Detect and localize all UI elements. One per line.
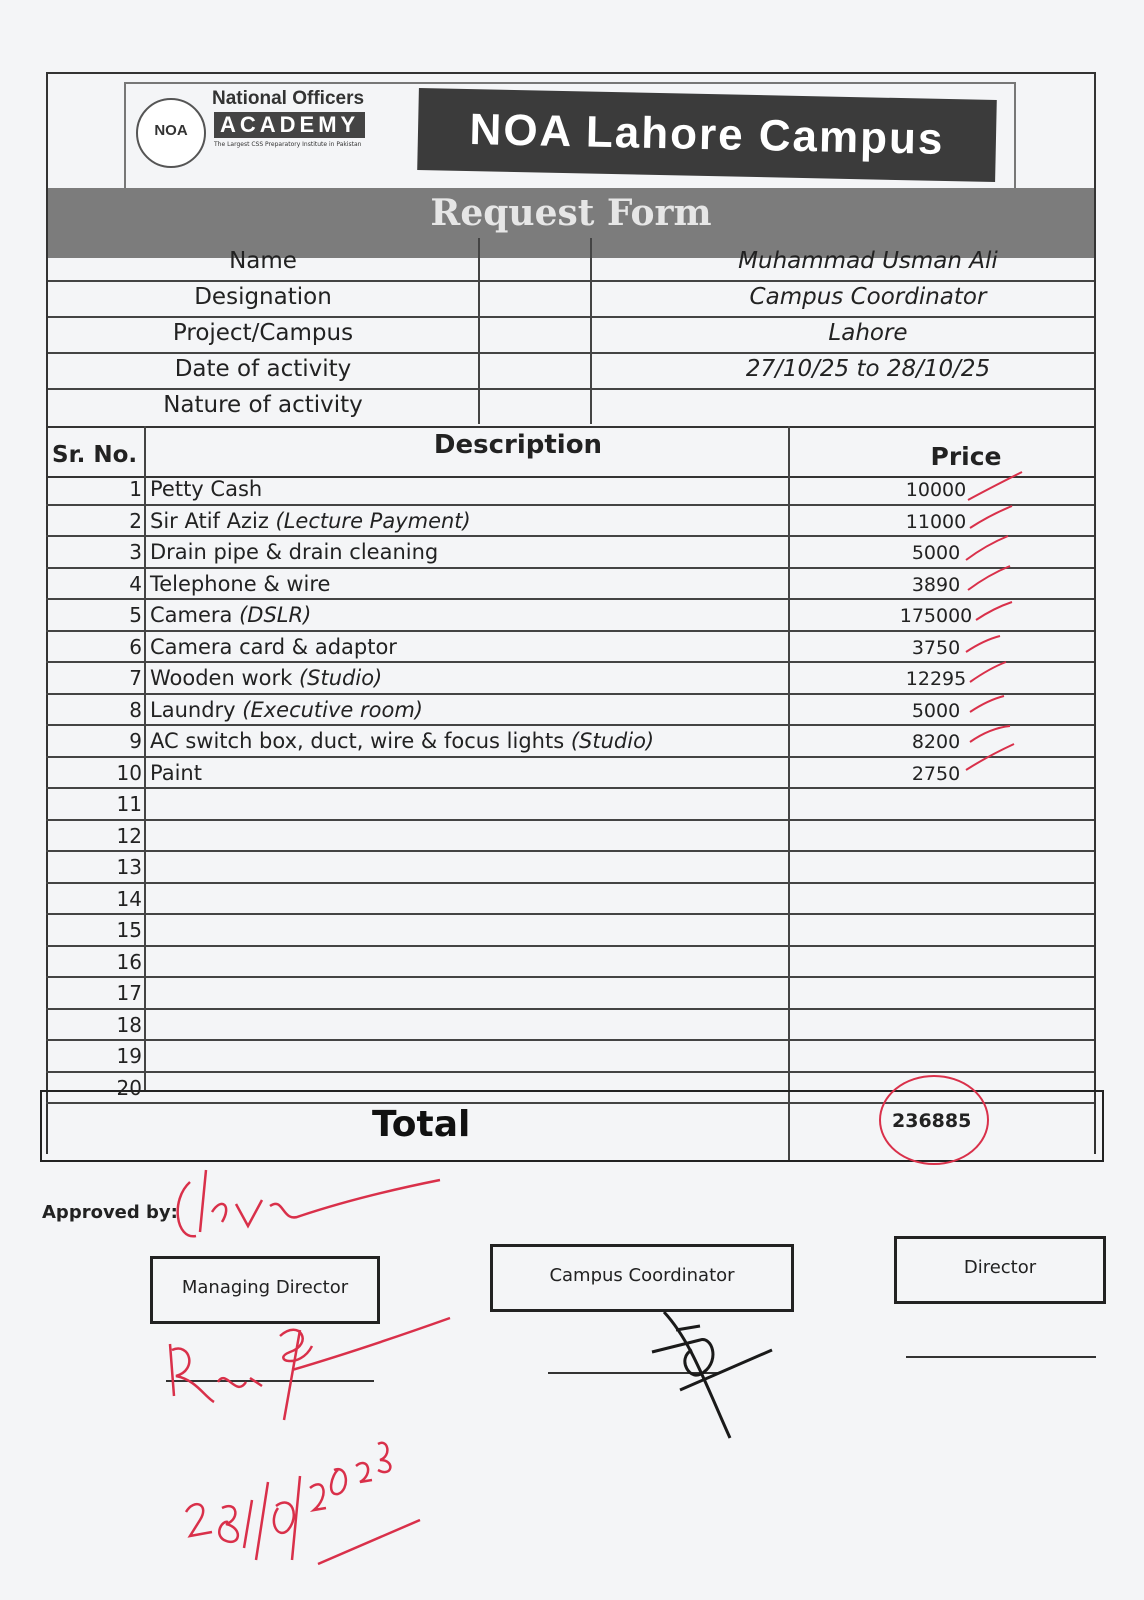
logo-seal-text: NOA: [154, 122, 188, 139]
row-description-note: (Lecture Payment): [275, 508, 471, 533]
row-sr-no: 20: [116, 1075, 142, 1100]
row-price: 5000: [911, 542, 961, 564]
row-sr-no: 8: [129, 697, 142, 722]
total-label: Total: [372, 1104, 471, 1145]
row-sr-no: 12: [116, 823, 142, 848]
row-description-text: Wooden work: [150, 666, 299, 690]
info-label: Nature of activity: [163, 392, 363, 418]
row-description-text: Laundry: [150, 697, 243, 722]
logo-academy-line: ACADEMY: [214, 112, 365, 138]
director-box: Director: [894, 1236, 1106, 1304]
row-sr-no: 17: [116, 981, 142, 1005]
logo-name-line: National Officers: [212, 88, 365, 109]
info-value: Muhammad Usman Ali: [738, 248, 998, 274]
info-label: Name: [229, 248, 297, 274]
row-price: 3750: [911, 636, 961, 659]
header-price: Price: [930, 442, 1002, 471]
row-sr-no: 5: [129, 603, 142, 627]
row-description-text: Sir Atif Aziz: [150, 508, 276, 533]
info-value: Lahore: [828, 320, 908, 346]
row-sr-no: 18: [116, 1012, 142, 1037]
row-sr-no: 13: [116, 855, 142, 879]
row-sr-no: 4: [129, 571, 142, 596]
row-price: 11000: [905, 510, 967, 533]
row-sr-no: 15: [116, 918, 142, 942]
row-sr-no: 7: [129, 666, 142, 690]
approved-by-label: Approved by:: [42, 1202, 178, 1223]
row-description-text: Petty Cash: [150, 477, 263, 501]
coordinator-signature: [652, 1312, 772, 1438]
row-sr-no: 2: [129, 508, 142, 533]
check-mark: [970, 696, 1004, 712]
row-description-text: Telephone & wire: [150, 571, 331, 596]
row-description-note: (DSLR): [239, 603, 312, 627]
check-mark: [970, 506, 1012, 528]
check-mark: [966, 744, 1014, 770]
campus-title: NOA Lahore Campus: [417, 88, 997, 182]
check-marks: [966, 472, 1022, 770]
managing-director-box: Managing Director: [150, 1256, 380, 1324]
row-price: 12295: [905, 668, 967, 690]
row-price: 3890: [911, 573, 961, 596]
total-circle-mark: [880, 1076, 988, 1164]
row-price: 5000: [911, 699, 961, 722]
info-label: Date of activity: [174, 356, 352, 382]
row-sr-no: 3: [129, 540, 142, 564]
check-mark: [970, 726, 1010, 742]
handwritten-date: [186, 1443, 420, 1564]
row-price: 8200: [911, 731, 961, 753]
row-description-text: AC switch box, duct, wire & focus lights: [150, 729, 571, 753]
row-description-text: Camera: [150, 603, 240, 627]
info-value: 27/10/25 to 28/10/25: [745, 356, 991, 382]
form-title: Request Form: [430, 192, 712, 234]
row-description-text: Drain pipe & drain cleaning: [150, 540, 439, 564]
info-label: Designation: [194, 284, 332, 310]
row-description-text: Camera card & adaptor: [150, 634, 397, 659]
logo-tagline: The Largest CSS Preparatory Institute in Pakistan: [214, 141, 362, 148]
md-signature: [170, 1318, 450, 1420]
row-sr-no: 1: [129, 477, 142, 501]
row-sr-no: 11: [116, 792, 142, 816]
row-sr-no: 10: [116, 760, 142, 785]
check-mark: [966, 536, 1008, 560]
header-description: Description: [433, 430, 603, 460]
row-description-text: Paint: [150, 760, 202, 785]
check-mark: [976, 602, 1012, 620]
campus-coordinator-box: Campus Coordinator: [490, 1244, 794, 1312]
row-sr-no: 9: [129, 729, 142, 753]
check-mark: [966, 636, 1000, 652]
row-price: 2750: [911, 762, 961, 785]
row-description-note: (Executive room): [242, 697, 424, 722]
row-description-note: (Studio): [570, 729, 655, 753]
row-sr-no: 6: [129, 634, 142, 659]
check-mark: [968, 566, 1010, 590]
row-price: 10000: [905, 479, 967, 501]
row-sr-no: 16: [116, 949, 142, 974]
header-sr-no: Sr. No.: [52, 442, 138, 468]
total-value: 236885: [892, 1110, 972, 1132]
row-description-note: (Studio): [298, 666, 383, 690]
check-mark: [970, 662, 1006, 682]
row-price: 175000: [899, 605, 973, 627]
info-label: Project/Campus: [172, 320, 354, 346]
row-sr-no: 19: [116, 1044, 142, 1068]
approver-signature: [178, 1170, 440, 1236]
row-sr-no: 14: [116, 886, 142, 911]
info-value: Campus Coordinator: [749, 284, 987, 310]
check-mark: [968, 472, 1022, 500]
